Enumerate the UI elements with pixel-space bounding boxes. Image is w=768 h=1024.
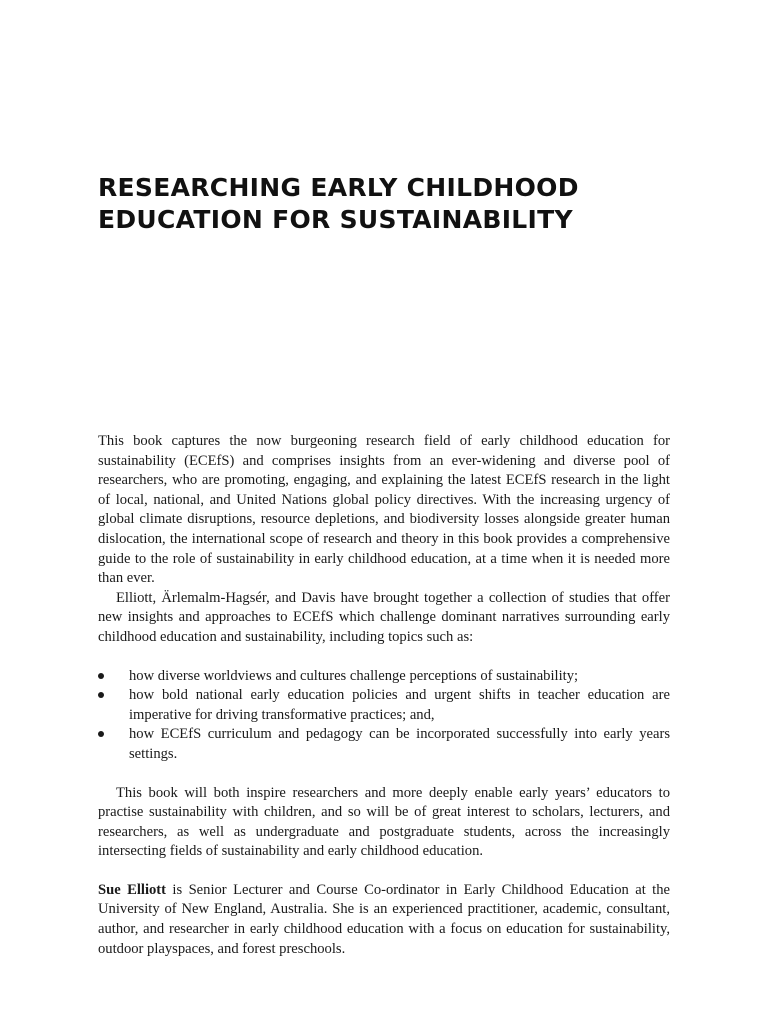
book-title-line-1: RESEARCHING EARLY CHILDHOOD: [98, 173, 579, 202]
list-item-text: how ECEfS curriculum and pedagogy can be incorporated successfully into early years settings.: [129, 726, 670, 762]
editors-paragraph: Elliott, Ärlemalm-Hagsér, and Davis have brought together a collection of studies that offer new insights and approaches to ECEfS which challenge dominant narratives surrounding early childhood education and sustainability, including topics such as:: [98, 589, 670, 645]
book-title: [98, 172, 670, 236]
list-item: [98, 686, 670, 725]
intro-paragraph: This book captures the now burgeoning research field of early childhood education for sustainability (ECEfS) and comprises insights from an ever-widening and diverse pool of researchers, who are promoting, engaging, and explaining the latest ECEfS research in the light of local, national, and United Nations global policy directives. With the increasing urgency of global climate disruptions, resource depletions, and biodiversity losses alongside greater human dislocation, the international scope of research and theory in this book provides a comprehensive guide to the role of sustainability in early childhood education, at a time when it is needed more than ever.: [98, 433, 670, 587]
book-description: [98, 432, 670, 959]
list-item-text: how bold national early education policies and urgent shifts in teacher education are imperative for driving transformative practices; and,: [129, 687, 670, 723]
book-title-line-2: EDUCATION FOR SUSTAINABILITY: [98, 205, 573, 234]
author-bio: [98, 881, 670, 959]
audience-paragraph: This book will both inspire researchers and more deeply enable early years’ educators to practise sustainability with children, and so will be of great interest to scholars, lecturers, and researchers, as well as undergraduate and postgraduate students, across the increasingly intersecting fields of sustainability and early childhood education.: [98, 784, 670, 860]
book-page: [98, 0, 670, 1024]
list-item: [98, 725, 670, 764]
author-bio-text: is Senior Lecturer and Course Co-ordinator in Early Childhood Education at the University of New England, Australia. She is an experienced practitioner, academic, consultant, author, and researcher in early childhood education with a focus on education for sustainability, outdoor playspaces, and forest preschools.: [98, 881, 670, 957]
list-item-text: how diverse worldviews and cultures challenge perceptions of sustainability;: [129, 667, 579, 684]
topics-list: [98, 667, 670, 765]
author-name: Sue Elliott: [98, 881, 167, 898]
list-item: [98, 667, 670, 687]
